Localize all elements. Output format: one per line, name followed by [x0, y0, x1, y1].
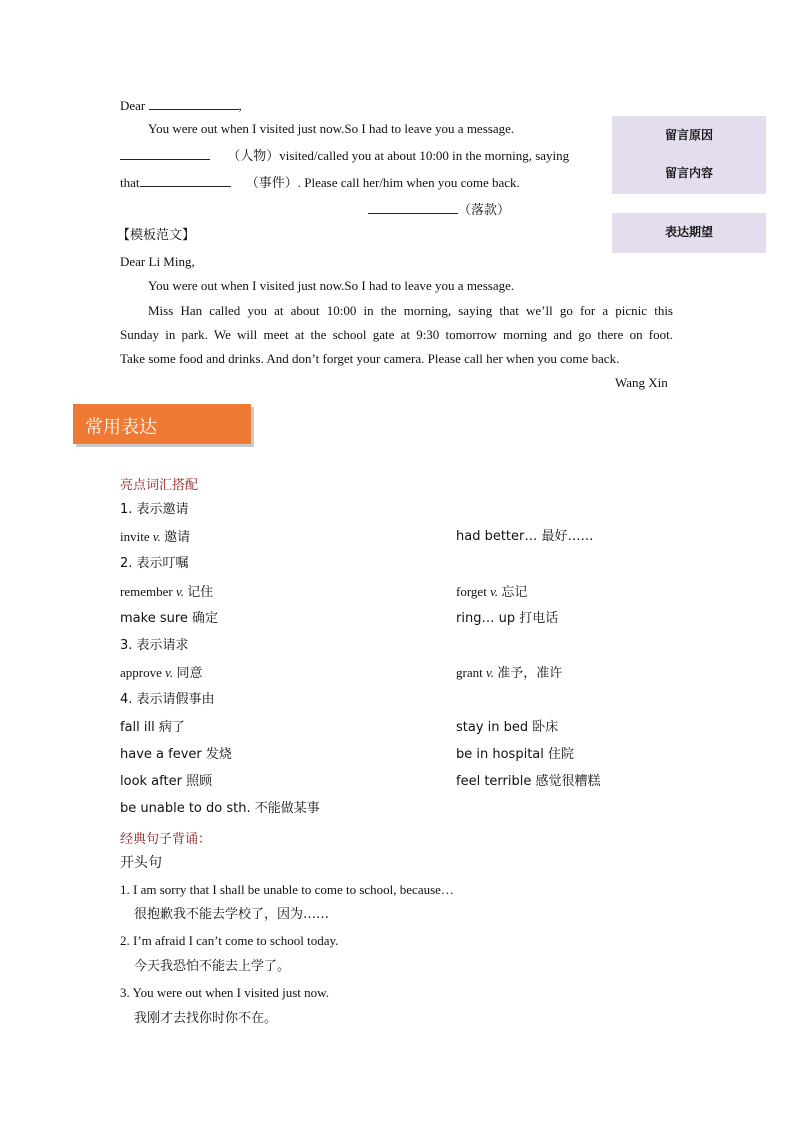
vocab-have-fever: have a fever 发烧 — [120, 747, 232, 762]
that-label: that — [120, 175, 140, 190]
sentence-2-en: 2. I’m afraid I can’t come to school today. — [120, 933, 339, 948]
dear-label: Dear — [120, 98, 146, 113]
sample-signature: Wang Xin — [615, 375, 668, 390]
opening-sentences-label: 开头句 — [120, 855, 162, 871]
vocab-category-1: 1. 表示邀请 — [120, 502, 189, 517]
person-blank — [120, 147, 210, 160]
section-banner — [73, 404, 251, 444]
vocab-category-2: 2. 表示叮嘱 — [120, 556, 189, 571]
vocab-forget: forget v. 忘记 — [456, 584, 528, 600]
side-box-expectation — [612, 213, 766, 253]
sample-paragraph-2-line-2: Sunday in park. We will meet at the school gate at 9:30 tomorrow morning and go there on foot. — [120, 327, 673, 342]
sentence-1-en: 1. I am sorry that I shall be unable to come to school, because… — [120, 882, 454, 897]
sample-paragraph-1: You were out when I visited just now.So I had to leave you a message. — [148, 278, 515, 293]
vocab-had-better: had better… 最好…… — [456, 529, 594, 544]
vocab-feel-terrible: feel terrible 感觉很糟糕 — [456, 774, 601, 789]
person-text: （人物）visited/called you at about 10:00 in the morning, saying — [227, 148, 570, 163]
vocab-remember: remember v. 记住 — [120, 584, 214, 600]
sample-paragraph-2-line-1: Miss Han called you at about 10:00 in the morning, saying that we’ll go for a picnic this — [148, 303, 673, 318]
vocab-be-unable: be unable to do sth. 不能做某事 — [120, 801, 320, 816]
comma: , — [238, 98, 242, 113]
template-line-1: You were out when I visited just now.So I had to leave you a message. — [148, 121, 515, 136]
vocab-category-3: 3. 表示请求 — [120, 638, 189, 653]
vocab-invite: invite v. 邀请 — [120, 529, 191, 545]
sentences-heading: 经典句子背诵： — [120, 832, 212, 847]
vocab-stay-in-bed: stay in bed 卧床 — [456, 720, 559, 735]
vocab-heading: 亮点词汇搭配 — [120, 478, 199, 493]
template-line-2 — [120, 147, 569, 164]
vocab-look-after: look after 照顾 — [120, 774, 213, 789]
signature-label: （落款） — [458, 202, 511, 217]
template-line-3 — [120, 174, 520, 191]
vocab-ring-up: ring… up 打电话 — [456, 611, 559, 626]
recipient-blank — [149, 97, 239, 110]
side-label-reason: 留言原因 — [664, 128, 713, 142]
banner-title: 常用表达 — [85, 417, 157, 438]
vocab-in-hospital: be in hospital 住院 — [456, 747, 575, 762]
sample-paragraph-2-line-3: Take some food and drinks. And don’t forget your camera. Please call her when you come back. — [120, 351, 620, 366]
sentence-3-en: 3. You were out when I visited just now. — [120, 985, 329, 1000]
sentence-3-cn: 我刚才去找你时你不在。 — [134, 1011, 278, 1026]
sample-greeting: Dear Li Ming, — [120, 254, 195, 269]
side-label-expectation: 表达期望 — [664, 225, 713, 239]
template-greeting — [120, 97, 242, 114]
template-signature — [368, 201, 510, 218]
sentence-2-cn: 今天我恐怕不能去上学了。 — [134, 959, 291, 974]
vocab-make-sure: make sure 确定 — [120, 611, 219, 626]
sentence-1-cn: 很抱歉我不能去学校了，因为…… — [134, 907, 330, 922]
sample-heading: 【模板范文】 — [117, 228, 196, 243]
vocab-fall-ill: fall ill 病了 — [120, 720, 185, 735]
side-label-content: 留言内容 — [664, 166, 713, 180]
event-text: （事件）. Please call her/him when you come back. — [245, 175, 520, 190]
vocab-grant: grant v. 准予，准许 — [456, 665, 563, 681]
event-blank — [140, 174, 231, 187]
signature-blank — [368, 201, 458, 214]
side-box-reason-content — [612, 116, 766, 194]
vocab-category-4: 4. 表示请假事由 — [120, 692, 215, 707]
vocab-approve: approve v. 同意 — [120, 665, 203, 681]
